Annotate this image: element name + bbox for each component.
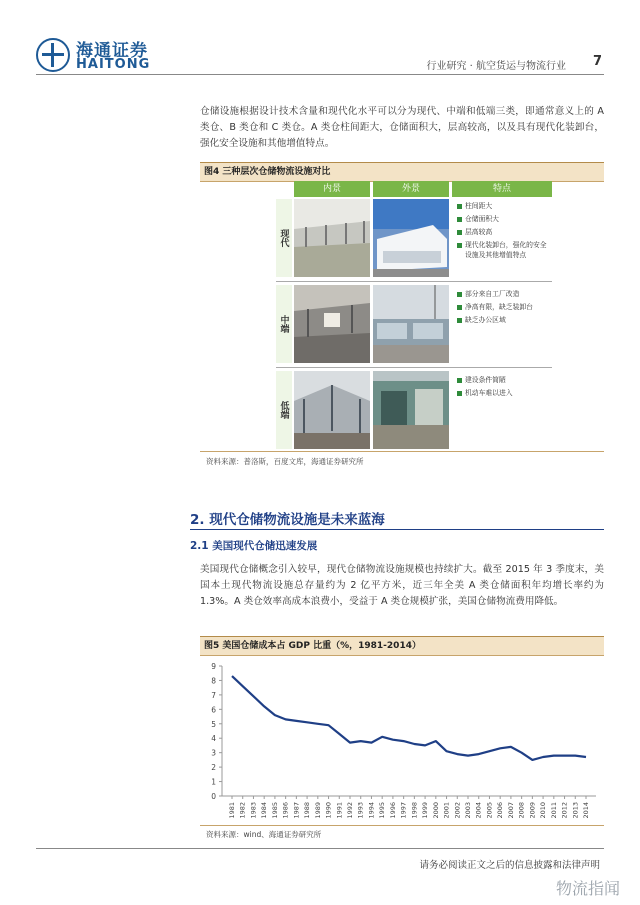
- section-paragraph: 美国现代仓储概念引入较早，现代仓储物流设施规模也持续扩大。截至 2015 年 3 季度末，美国本土现代物流设施总存量约为 2 亿平方米，近三年全美 A 类仓储面积年均增长率约为 1.3%。A 类仓效率高成本浪费小，受益于 A 类仓规模扩张，美国仓储物流费用降低。: [200, 564, 604, 607]
- watermark: 物流指闻: [555, 879, 620, 898]
- x-tick-label: 2008: [517, 802, 526, 819]
- x-tick-label: 2003: [464, 802, 472, 819]
- photo-low-interior: [294, 371, 370, 449]
- row-label-modern: 现代: [276, 199, 292, 277]
- photo-low-exterior: [373, 371, 449, 449]
- x-tick-label: 2006: [496, 802, 505, 819]
- x-tick-label: 1995: [378, 802, 387, 819]
- section-heading-rule: [190, 529, 604, 530]
- figure5-bottom-rule: [200, 825, 604, 826]
- x-tick-label: 2014: [582, 802, 590, 819]
- storage-cost-line-chart: [200, 656, 604, 824]
- x-tick-label: 2004: [474, 802, 483, 819]
- photo-mid-interior: [294, 285, 370, 363]
- x-tick-label: 2007: [506, 802, 515, 819]
- x-tick-label: 1998: [410, 802, 419, 819]
- column-header-features: 特点: [452, 181, 552, 197]
- haitong-logo-icon: [36, 38, 70, 72]
- feature-item: 净高有限，缺乏装卸台: [456, 302, 550, 312]
- x-tick-label: 1996: [388, 802, 397, 819]
- footer-disclaimer: 请务必阅读正文之后的信息披露和法律声明: [419, 860, 600, 871]
- series-line: [232, 676, 586, 760]
- feature-item: 层高较高: [456, 227, 550, 237]
- y-tick-label: 7: [211, 690, 216, 700]
- features-low: [456, 375, 550, 401]
- x-tick-label: 1987: [292, 802, 301, 819]
- x-tick-label: 2001: [442, 802, 451, 819]
- logo-chinese-name: 海通证券: [76, 41, 148, 61]
- x-tick-label: 2000: [431, 802, 440, 819]
- feature-item: 仓储面积大: [456, 214, 550, 224]
- y-tick-label: 4: [211, 734, 216, 744]
- feature-item: 柱间距大: [456, 201, 550, 211]
- x-tick-label: 2002: [453, 802, 462, 819]
- x-tick-label: 1982: [238, 802, 247, 819]
- header-divider: [36, 74, 604, 75]
- x-tick-label: 1981: [228, 802, 236, 819]
- x-tick-label: 2012: [560, 802, 569, 819]
- x-tick-label: 2013: [571, 802, 580, 819]
- x-tick-label: 2009: [528, 802, 537, 819]
- mid-exterior-image: [373, 285, 449, 363]
- features-mid: [456, 289, 550, 328]
- y-tick-label: 5: [211, 719, 216, 729]
- figure4-title-bar: [200, 162, 604, 182]
- column-header-interior: 内景: [294, 181, 370, 197]
- photo-modern-exterior: [373, 199, 449, 277]
- mid-interior-image: [294, 285, 370, 363]
- modern-interior-image: [294, 199, 370, 277]
- y-tick-label: 0: [211, 792, 216, 801]
- x-tick-label: 1991: [335, 802, 344, 819]
- footer-divider: [36, 848, 604, 849]
- x-tick-label: 1993: [356, 802, 365, 819]
- intro-paragraph: 仓储设施根据设计技术含量和现代化水平可以分为现代、中端和低端三类，即通常意义上的 A 类仓、B 类仓和 C 类仓。A 类仓柱间距大，仓储面积大，层高较高，以及具有现代化装卸台，强化安全设施和其他增值特点。: [200, 106, 604, 149]
- photo-mid-exterior: [373, 285, 449, 363]
- column-header-exterior: 外景: [373, 181, 449, 197]
- y-tick-label: 1: [211, 777, 216, 787]
- feature-item: 缺乏办公区域: [456, 315, 550, 325]
- figure4-title: 图4 三种层次仓储物流设施对比: [204, 167, 331, 177]
- row-label-mid: 中端: [276, 285, 292, 363]
- x-tick-label: 1990: [324, 802, 333, 819]
- figure4-bottom-rule: [200, 451, 604, 452]
- features-modern: [456, 201, 550, 263]
- x-tick-label: 1994: [367, 802, 376, 819]
- x-tick-label: 2011: [549, 802, 558, 819]
- row-label-low: 低端: [276, 371, 292, 449]
- feature-item: 建设条件简陋: [456, 375, 550, 385]
- low-interior-image: [294, 371, 370, 449]
- feature-item: 部分来自工厂改造: [456, 289, 550, 299]
- x-tick-label: 1989: [313, 802, 322, 819]
- y-tick-label: 2: [211, 763, 216, 773]
- figure4-source: 资料来源：普洛斯，百度文库，海通证券研究所: [206, 457, 364, 466]
- figure5-title: 图5 美国仓储成本占 GDP 比重（%，1981-2014）: [204, 641, 421, 651]
- feature-item: 现代化装卸台，强化的安全设施及其他增值特点: [456, 240, 550, 260]
- x-tick-label: 1988: [303, 802, 312, 819]
- y-tick-label: 8: [211, 676, 216, 686]
- x-tick-label: 1985: [270, 802, 279, 819]
- x-tick-label: 2005: [485, 802, 494, 819]
- figure5-source: 资料来源：wind、海通证券研究所: [206, 830, 322, 839]
- photo-modern-interior: [294, 199, 370, 277]
- y-tick-label: 9: [211, 662, 216, 671]
- x-tick-label: 1984: [260, 802, 269, 819]
- y-tick-label: 6: [211, 705, 216, 715]
- modern-exterior-image: [373, 199, 449, 277]
- row-divider: [276, 281, 552, 282]
- x-tick-label: 1992: [346, 802, 354, 819]
- x-tick-label: 1986: [281, 802, 290, 819]
- logo-english-name: HAITONG: [76, 57, 151, 72]
- figure5-title-bar: [200, 636, 604, 656]
- x-tick-label: 2010: [539, 802, 548, 819]
- page-number: 7: [592, 54, 602, 69]
- report-category: 行业研究 · 航空货运与物流行业: [426, 61, 566, 72]
- row-divider: [276, 367, 552, 368]
- x-tick-label: 1999: [421, 802, 430, 819]
- y-tick-label: 3: [211, 748, 216, 758]
- subsection-heading: 2.1 美国现代仓储迅速发展: [190, 540, 318, 552]
- low-exterior-image: [373, 371, 449, 449]
- x-tick-label: 1997: [399, 802, 408, 819]
- feature-item: 机动车难以进入: [456, 388, 550, 398]
- section-heading: 2. 现代仓储物流设施是未来蓝海: [190, 512, 385, 528]
- x-tick-label: 1983: [249, 802, 258, 819]
